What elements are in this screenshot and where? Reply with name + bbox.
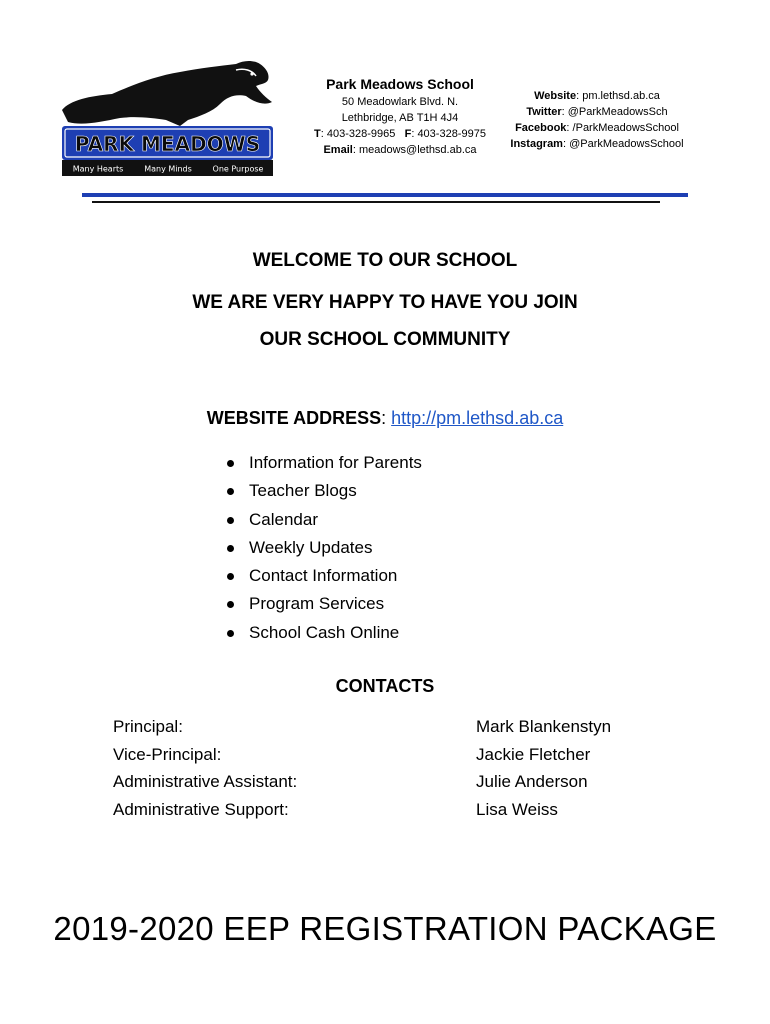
instagram-value[interactable]: @ParkMeadowsSchool [569, 138, 684, 150]
website-line: Website: pm.lethsd.ab.ca [534, 90, 660, 102]
phone-number: 403-328-9965 [326, 128, 396, 140]
contact-role: Administrative Support: [113, 799, 289, 819]
logo-slogan-1: Many Hearts [72, 164, 124, 174]
registration-package-title: 2019-2020 EEP REGISTRATION PACKAGE [53, 910, 717, 947]
contact-name: Julie Anderson [476, 772, 588, 791]
contact-row [113, 741, 653, 769]
school-name: Park Meadows School [326, 76, 474, 92]
social-info [502, 88, 692, 152]
list-item [222, 619, 422, 647]
fax-number: 403-328-9975 [417, 128, 486, 140]
phone-label: T [314, 128, 321, 140]
list-item [222, 562, 422, 590]
twitter-label: Twitter [526, 106, 562, 118]
bullet-icon [227, 545, 234, 552]
bullet-icon [227, 460, 234, 467]
park-meadows-logo [60, 60, 275, 178]
website-label: Website [534, 90, 577, 102]
list-item-label: Program Services [249, 594, 385, 614]
school-address-line2: Lethbridge, AB T1H 4J4 [341, 112, 459, 124]
list-item-label: Weekly Updates [249, 537, 373, 557]
fax-label: F [404, 128, 412, 140]
facebook-label: Facebook [515, 122, 567, 134]
school-address-line1: 50 Meadowlark Blvd. N. [341, 96, 459, 108]
website-feature-list [222, 449, 422, 647]
website-value[interactable]: pm.lethsd.ab.ca [582, 90, 660, 102]
logo-slogan-3: One Purpose [212, 164, 264, 174]
instagram-label: Instagram [510, 138, 563, 150]
bullet-icon [227, 517, 234, 524]
contact-role: Principal: [113, 717, 183, 736]
list-item [222, 449, 422, 477]
contact-name: Jackie Fletcher [476, 744, 591, 764]
email-label: Email [323, 144, 353, 156]
email-address[interactable]: meadows@lethsd.ab.ca [358, 144, 477, 156]
contacts-table [113, 713, 653, 823]
contacts-heading: CONTACTS [335, 676, 435, 696]
instagram-line: Instagram: @ParkMeadowsSchool [510, 138, 684, 150]
bullet-icon [227, 573, 234, 580]
header-divider-black [92, 201, 660, 203]
list-item-label: Information for Parents [249, 453, 422, 472]
website-address-label: WEBSITE ADDRESS [206, 408, 382, 428]
contact-name: Mark Blankenstyn [476, 717, 612, 736]
list-item [222, 534, 422, 562]
school-phone-line: T: 403-328-9965 F: 403-328-9975 [314, 128, 486, 140]
logo-slogan-2: Many Minds [144, 164, 192, 174]
contact-role: Administrative Assistant: [113, 772, 298, 791]
header-divider-blue [82, 193, 688, 197]
contact-row [113, 796, 653, 824]
contact-name: Lisa Weiss [476, 799, 558, 819]
list-item [222, 477, 422, 505]
bullet-icon [227, 488, 234, 495]
list-item-label: Calendar [249, 509, 318, 529]
website-address-link[interactable]: http://pm.lethsd.ab.ca [391, 408, 564, 428]
panther-logo-icon [60, 60, 275, 178]
list-item [222, 506, 422, 534]
website-address-line: WEBSITE ADDRESS: http://pm.lethsd.ab.ca [206, 408, 564, 428]
twitter-line: Twitter: @ParkMeadowsSch [526, 106, 668, 118]
welcome-heading: WELCOME TO OUR SCHOOL [252, 250, 518, 271]
school-email-line: Email: meadows@lethsd.ab.ca [323, 144, 477, 156]
welcome-subheading-line2: OUR SCHOOL COMMUNITY [259, 329, 511, 350]
contact-role: Vice-Principal: [113, 744, 222, 764]
welcome-subheading-line1: WE ARE VERY HAPPY TO HAVE YOU JOIN [192, 292, 578, 313]
facebook-value[interactable]: /ParkMeadowsSchool [572, 122, 679, 134]
bullet-icon [227, 601, 234, 608]
school-info [300, 74, 500, 158]
list-item-label: Contact Information [249, 566, 398, 586]
bullet-icon [227, 630, 234, 637]
list-item-label: School Cash Online [249, 622, 400, 642]
list-item [222, 590, 422, 618]
twitter-value[interactable]: @ParkMeadowsSch [567, 106, 668, 118]
facebook-line: Facebook: /ParkMeadowsSchool [515, 122, 679, 134]
contact-row [113, 768, 653, 796]
contact-row [113, 713, 653, 741]
list-item-label: Teacher Blogs [249, 481, 357, 501]
logo-wordmark: PARK MEADOWS [74, 132, 261, 156]
